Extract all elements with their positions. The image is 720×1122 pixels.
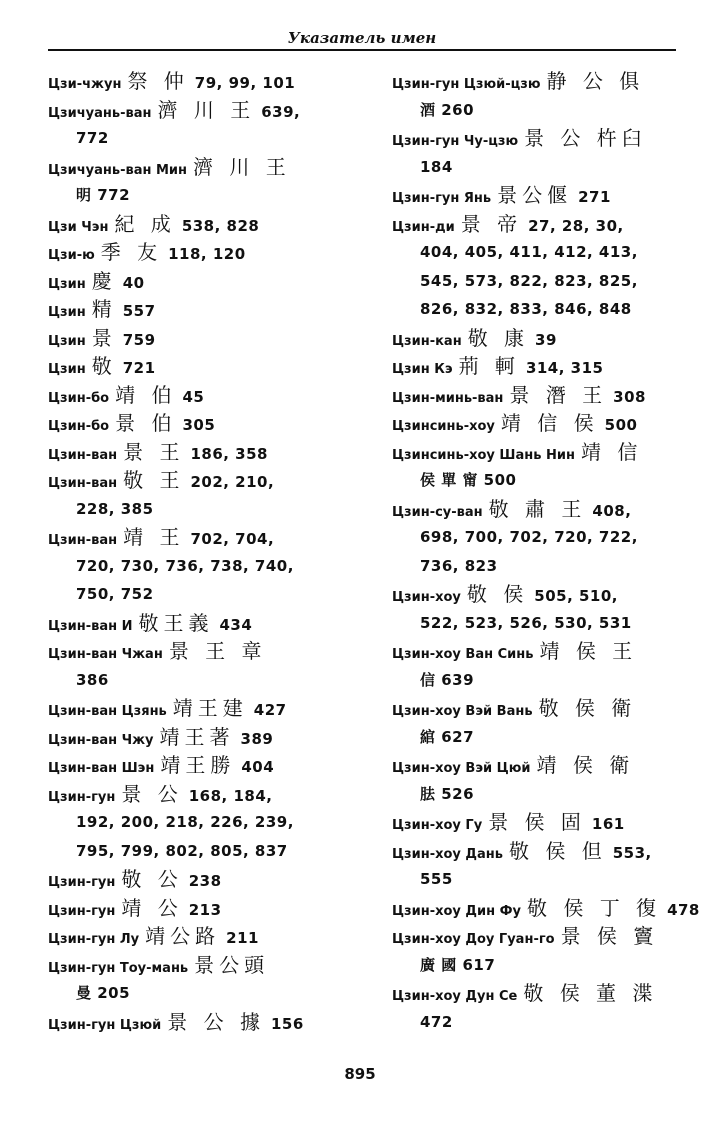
entry-name: Цзин-ван И	[48, 618, 133, 634]
entry-pages: 308	[613, 387, 646, 406]
index-entry-continuation	[392, 238, 702, 267]
entry-chinese: 精	[91, 297, 117, 321]
entry-chinese: 敬王義	[138, 610, 214, 635]
index-entry	[48, 324, 378, 353]
entry-pages: 118, 120	[168, 245, 246, 263]
entry-chinese: 慶	[91, 268, 117, 293]
index-entry	[392, 324, 702, 353]
index-entry	[392, 979, 702, 1008]
entry-name: Цзин-кан	[392, 333, 462, 349]
index-entry	[48, 153, 378, 182]
entry-pages: 408,	[592, 501, 632, 520]
index-entry-continuation	[392, 267, 702, 296]
continuation-text: 228, 385	[76, 499, 154, 518]
index-entry	[48, 438, 378, 467]
index-entry	[48, 67, 378, 96]
index-entry	[48, 295, 378, 324]
index-entry-continuation	[392, 609, 702, 638]
index-entry	[48, 238, 378, 267]
entry-name: Цзичуань-ван	[48, 105, 152, 121]
entry-chinese: 荊 軻	[458, 354, 520, 378]
entry-pages: 79, 99, 101	[194, 74, 296, 92]
index-entry-continuation	[48, 979, 378, 1008]
entry-chinese: 季 友	[100, 240, 163, 264]
entry-name: Цзин-гун Цзюй	[48, 1017, 162, 1033]
index-entry-continuation	[392, 951, 702, 980]
entry-pages: 557	[122, 302, 156, 320]
entry-pages: 500	[604, 416, 638, 434]
index-entry	[48, 1008, 378, 1037]
entry-chinese: 敬 肅 王	[488, 496, 587, 521]
entry-pages: 213	[188, 900, 222, 919]
continuation-text: 侯 單 甯 500	[420, 471, 517, 489]
entry-name: Цзин-хоу Ван Синь	[392, 647, 534, 662]
index-entry-continuation	[48, 808, 378, 837]
entry-name: Цзичуань-ван Мин	[48, 162, 188, 178]
entry-name: Цзин-гун Чу-цзю	[392, 134, 519, 149]
index-entry-continuation	[392, 96, 702, 125]
entry-name: Цзинсинь-хоу Шань Нин	[392, 447, 575, 463]
index-entry	[48, 865, 378, 894]
entry-pages: 202, 210,	[190, 473, 275, 491]
index-entry	[392, 694, 702, 723]
entry-chinese: 靖王勝	[160, 753, 236, 777]
entry-chinese: 靖 侯 王	[539, 639, 638, 663]
entry-pages: 639,	[261, 102, 301, 121]
continuation-text: 555	[420, 870, 453, 888]
entry-pages: 211	[226, 929, 259, 947]
entry-name: Цзин-гун	[48, 789, 116, 805]
running-head	[48, 27, 676, 51]
index-entry	[48, 780, 378, 809]
entry-chinese: 景 王 章	[168, 639, 267, 663]
entry-name: Цзин	[48, 333, 86, 349]
entry-name: Цзин-гун Лу	[48, 932, 140, 947]
entry-name: Цзи-чжун	[48, 77, 122, 92]
continuation-text: 522, 523, 526, 530, 531	[420, 613, 632, 632]
entry-pages: 45	[182, 387, 205, 406]
index-entry-continuation	[392, 723, 702, 752]
entry-name: Цзи-ю	[48, 248, 95, 263]
entry-chinese: 敬 公	[121, 867, 183, 891]
entry-pages: 39	[535, 330, 557, 349]
entry-chinese: 景公偃	[497, 183, 573, 207]
index-entry	[48, 352, 378, 381]
continuation-text: 826, 832, 833, 846, 848	[420, 300, 632, 318]
index-entry	[392, 495, 702, 524]
entry-pages: 553,	[612, 843, 652, 862]
entry-pages: 702, 704,	[190, 530, 275, 548]
entry-name: Цзин-хоу Дин Фу	[392, 903, 521, 919]
index-entry	[392, 210, 702, 239]
entry-chinese: 靖 公	[121, 895, 183, 920]
index-entry	[392, 438, 702, 467]
entry-name: Цзин-хоу Вэй Вань	[392, 704, 533, 719]
entry-chinese: 靖 伯	[115, 382, 177, 407]
entry-pages: 434	[219, 615, 253, 634]
entry-chinese: 敬 侯 但	[508, 838, 607, 863]
index-entry	[48, 922, 378, 951]
entry-chinese: 景 公 杵臼	[524, 126, 647, 150]
continuation-text: 胠 526	[420, 784, 475, 803]
entry-chinese: 靖 信	[580, 439, 643, 464]
index-entry	[48, 694, 378, 723]
index-entry	[392, 808, 702, 837]
entry-name: Цзин-хоу Дун Се	[392, 989, 518, 1004]
continuation-text: 184	[420, 157, 453, 176]
index-entry	[392, 409, 702, 438]
index-entry-continuation	[392, 865, 702, 894]
index-entry	[392, 124, 702, 153]
index-entry-continuation	[48, 495, 378, 524]
continuation-text: 720, 730, 736, 738, 740,	[76, 556, 294, 575]
entry-pages: 759	[122, 330, 156, 349]
index-entry	[48, 210, 378, 239]
index-entry-continuation	[48, 181, 378, 210]
page-header-title: Указатель имен	[287, 29, 437, 47]
entry-pages: 168, 184,	[188, 786, 273, 805]
entry-name: Цзин	[48, 276, 86, 292]
index-entry-continuation	[392, 523, 702, 552]
index-entry	[48, 751, 378, 780]
index-column-right	[392, 67, 702, 1036]
entry-chinese: 静 公 俱	[546, 69, 645, 93]
continuation-text: 736, 823	[420, 556, 498, 575]
entry-pages: 721	[122, 359, 156, 377]
continuation-text: 750, 752	[76, 585, 154, 603]
continuation-text: 廣 國 617	[420, 955, 496, 974]
entry-name: Цзин-хоу Дань	[392, 846, 503, 862]
entry-chinese: 敬 侯	[466, 582, 529, 606]
index-entry	[48, 523, 378, 552]
index-entry	[392, 637, 702, 666]
entry-pages: 186, 358	[190, 444, 268, 463]
entry-chinese: 敬 康	[467, 325, 530, 350]
index-entry-continuation	[392, 780, 702, 809]
continuation-text: 772	[76, 129, 109, 147]
index-entry	[392, 894, 702, 923]
entry-pages: 404	[241, 758, 275, 776]
index-entry	[392, 922, 702, 951]
entry-chinese: 靖 信 侯	[500, 411, 599, 435]
entry-chinese: 敬 侯 董 渫	[523, 981, 658, 1005]
index-entry	[48, 409, 378, 438]
entry-pages: 427	[253, 701, 287, 719]
entry-name: Цзин-хоу Гу	[392, 818, 483, 833]
index-entry-continuation	[392, 466, 702, 495]
entry-chinese: 景 王	[123, 439, 185, 464]
index-entry	[48, 381, 378, 410]
entry-chinese: 景 潛 王	[509, 382, 608, 407]
page-number: 895	[344, 1065, 376, 1083]
index-entry	[48, 609, 378, 638]
entry-chinese: 敬	[91, 354, 117, 378]
entry-name: Цзин-ван Шэн	[48, 761, 155, 776]
entry-pages: 305	[182, 416, 216, 434]
continuation-text: 795, 799, 802, 805, 837	[76, 841, 288, 860]
index-entry	[48, 723, 378, 752]
entry-name: Цзин-гун	[48, 903, 116, 919]
entry-name: Цзин	[48, 362, 86, 377]
entry-name: Цзин-минь-ван	[392, 390, 504, 406]
entry-name: Цзин-гун	[48, 875, 116, 890]
entry-chinese: 敬 王	[123, 468, 185, 492]
entry-name: Цзин-бо	[48, 390, 110, 406]
continuation-text: 386	[76, 670, 109, 689]
index-entry	[48, 466, 378, 495]
entry-name: Цзин-ван Чжан	[48, 647, 163, 662]
continuation-text: 472	[420, 1012, 453, 1031]
index-entry-continuation	[392, 552, 702, 581]
continuation-text: 信 639	[420, 670, 475, 689]
entry-name: Цзин	[48, 305, 86, 320]
index-entry	[48, 894, 378, 923]
entry-chinese: 景 公 據	[167, 1009, 265, 1034]
entry-pages: 156	[270, 1014, 304, 1033]
index-entry-continuation	[48, 124, 378, 153]
entry-name: Цзин-хоу Вэй Цюй	[392, 761, 531, 776]
entry-chinese: 祭 仲	[127, 69, 189, 93]
entry-name: Цзин-ван Цзянь	[48, 704, 167, 719]
entry-chinese: 景 公	[121, 781, 183, 806]
continuation-text: 404, 405, 411, 412, 413,	[420, 243, 638, 261]
index-entry	[392, 837, 702, 866]
entry-name: Цзин-хоу Доу Гуан-го	[392, 932, 555, 947]
index-entry-continuation	[392, 295, 702, 324]
entry-name: Цзин-ван	[48, 533, 118, 548]
entry-pages: 478	[667, 900, 700, 919]
entry-name: Цзинсинь-хоу	[392, 419, 495, 434]
index-entry-continuation	[48, 837, 378, 866]
index-entry-continuation	[48, 666, 378, 695]
entry-name: Цзин-ди	[392, 219, 455, 235]
entry-pages: 238	[188, 872, 222, 890]
continuation-text: 酒 260	[420, 100, 475, 119]
continuation-text: 曼 205	[76, 984, 131, 1002]
entry-chinese: 濟 川 王	[157, 97, 256, 122]
entry-chinese: 靖王著	[159, 724, 235, 749]
entry-chinese: 靖 王	[123, 525, 185, 549]
entry-pages: 271	[578, 188, 611, 206]
continuation-text: 192, 200, 218, 226, 239,	[76, 813, 294, 831]
index-entry	[392, 751, 702, 780]
index-entry	[392, 67, 702, 96]
entry-name: Цзин-ван Чжу	[48, 732, 154, 748]
entry-chinese: 景	[91, 325, 117, 350]
index-entry-continuation	[48, 580, 378, 609]
continuation-text: 545, 573, 822, 823, 825,	[420, 271, 638, 290]
entry-name: Цзин-хоу	[392, 590, 461, 605]
entry-chinese: 靖公路	[145, 924, 221, 948]
entry-name: Цзин-гун Тоу-мань	[48, 960, 189, 976]
continuation-text: 綰 627	[420, 727, 475, 746]
index-entry	[392, 580, 702, 609]
entry-chinese: 靖 侯 衛	[536, 753, 635, 777]
index-column-left	[48, 67, 378, 1036]
entry-pages: 314, 315	[525, 359, 604, 377]
entry-chinese: 景 伯	[115, 411, 177, 435]
entry-chinese: 景 帝	[460, 211, 523, 236]
entry-pages: 40	[122, 273, 145, 292]
index-entry	[48, 637, 378, 666]
entry-name: Цзин-су-ван	[392, 504, 483, 520]
index-entry	[392, 181, 702, 210]
index-entry-continuation	[392, 1008, 702, 1037]
entry-chinese: 景 侯 固	[488, 810, 586, 834]
index-entry	[48, 951, 378, 980]
entry-chinese: 景公頭	[194, 952, 270, 977]
entry-name: Цзин-ван	[48, 476, 118, 491]
entry-pages: 505, 510,	[534, 587, 619, 605]
entry-chinese: 景 侯 竇	[560, 924, 659, 948]
entry-name: Цзи Чэн	[48, 219, 109, 235]
entry-chinese: 敬 侯 衛	[538, 696, 637, 720]
entry-name: Цзин Кэ	[392, 362, 453, 377]
entry-name: Цзин-гун Цзюй-цзю	[392, 77, 541, 92]
entry-name: Цзин-бо	[48, 419, 110, 434]
index-entry	[392, 381, 702, 410]
entry-chinese: 紀 成	[114, 211, 176, 236]
continuation-text: 698, 700, 702, 720, 722,	[420, 528, 638, 546]
index-entry	[392, 352, 702, 381]
continuation-text: 明 772	[76, 186, 131, 204]
entry-name: Цзин-ван	[48, 447, 118, 463]
entry-pages: 389	[240, 729, 274, 748]
index-entry	[48, 267, 378, 296]
entry-pages: 538, 828	[181, 216, 260, 235]
index-entry-continuation	[392, 666, 702, 695]
entry-pages: 27, 28, 30,	[528, 216, 624, 235]
entry-chinese: 濟 川 王	[193, 154, 291, 179]
entry-name: Цзин-гун Янь	[392, 191, 492, 206]
entry-chinese: 敬 侯 丁 復	[526, 895, 662, 920]
index-entry	[48, 96, 378, 125]
index-entry-continuation	[392, 153, 702, 182]
entry-pages: 161	[591, 815, 625, 833]
entry-chinese: 靖王建	[172, 696, 248, 720]
index-entry-continuation	[48, 552, 378, 581]
